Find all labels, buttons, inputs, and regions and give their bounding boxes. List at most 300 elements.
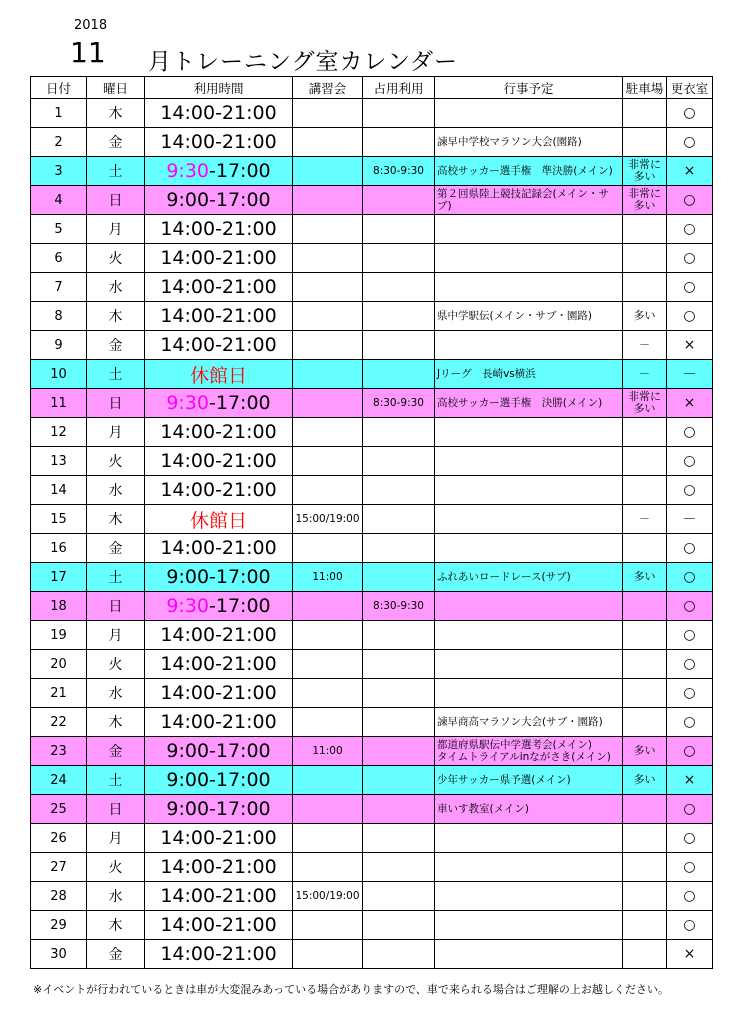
locker-cell: × <box>667 389 713 418</box>
parking-cell <box>623 650 667 679</box>
weekday-cell: 火 <box>87 853 145 882</box>
day-cell: 22 <box>31 708 87 737</box>
weekday-cell: 日 <box>87 186 145 215</box>
hours-text: 9:00-17:00 <box>166 566 271 588</box>
occupancy-cell <box>363 215 435 244</box>
lecture-cell <box>293 766 363 795</box>
table-row <box>31 650 713 679</box>
locker-cell: × <box>667 331 713 360</box>
table-row <box>31 389 713 418</box>
lecture-cell <box>293 679 363 708</box>
day-cell: 12 <box>31 418 87 447</box>
hours-cell <box>145 389 293 418</box>
locker-cell: ○ <box>667 418 713 447</box>
locker-cell: ○ <box>667 621 713 650</box>
weekday-cell: 月 <box>87 621 145 650</box>
table-row <box>31 360 713 389</box>
locker-cell: ○ <box>667 215 713 244</box>
locker-cell: ○ <box>667 128 713 157</box>
event-cell <box>435 650 623 679</box>
locker-cell: ○ <box>667 447 713 476</box>
event-cell <box>435 447 623 476</box>
weekday-cell: 金 <box>87 128 145 157</box>
lecture-cell <box>293 331 363 360</box>
event-cell: 車いす教室(メイン) <box>435 795 623 824</box>
occupancy-cell <box>363 244 435 273</box>
weekday-cell: 金 <box>87 331 145 360</box>
locker-cell: ○ <box>667 795 713 824</box>
table-row <box>31 621 713 650</box>
event-cell: 都道府県駅伝中学選考会(メイン) タイムトライアルinながさき(メイン) <box>435 737 623 766</box>
day-cell: 27 <box>31 853 87 882</box>
column-header-weekday: 曜日 <box>87 77 145 99</box>
hours-cell <box>145 795 293 824</box>
lecture-cell: 11:00 <box>293 737 363 766</box>
day-cell: 26 <box>31 824 87 853</box>
hours-text: 14:00-21:00 <box>160 711 277 733</box>
calendar-month: 11 <box>70 36 106 69</box>
hours-text: 14:00-21:00 <box>160 653 277 675</box>
table-row <box>31 505 713 534</box>
day-cell: 5 <box>31 215 87 244</box>
occupancy-cell: 8:30-9:30 <box>363 157 435 186</box>
locker-cell: ○ <box>667 650 713 679</box>
hours-text: 9:00-17:00 <box>166 189 271 211</box>
hours-text: 14:00-21:00 <box>160 537 277 559</box>
lecture-cell <box>293 824 363 853</box>
parking-cell: 多い <box>623 737 667 766</box>
event-cell: 県中学駅伝(メイン・サブ・園路) <box>435 302 623 331</box>
table-row <box>31 679 713 708</box>
table-row <box>31 99 713 128</box>
hours-start-time: 9:30 <box>166 595 210 617</box>
occupancy-cell <box>363 766 435 795</box>
event-cell <box>435 534 623 563</box>
event-cell: ふれあいロードレース(サブ) <box>435 563 623 592</box>
locker-cell: × <box>667 157 713 186</box>
occupancy-cell <box>363 824 435 853</box>
hours-cell <box>145 737 293 766</box>
hours-cell <box>145 592 293 621</box>
table-row <box>31 824 713 853</box>
hours-cell <box>145 534 293 563</box>
parking-cell <box>623 447 667 476</box>
hours-cell <box>145 766 293 795</box>
hours-cell <box>145 824 293 853</box>
table-row <box>31 447 713 476</box>
event-cell <box>435 476 623 505</box>
hours-cell <box>145 911 293 940</box>
weekday-cell: 水 <box>87 679 145 708</box>
table-row <box>31 273 713 302</box>
table-row <box>31 128 713 157</box>
day-cell: 6 <box>31 244 87 273</box>
table-row <box>31 766 713 795</box>
table-row <box>31 418 713 447</box>
day-cell: 8 <box>31 302 87 331</box>
parking-cell <box>623 911 667 940</box>
weekday-cell: 火 <box>87 447 145 476</box>
table-row <box>31 157 713 186</box>
table-row <box>31 737 713 766</box>
event-cell: Jリーグ 長崎vs横浜 <box>435 360 623 389</box>
locker-cell: ○ <box>667 476 713 505</box>
lecture-cell <box>293 157 363 186</box>
table-row <box>31 534 713 563</box>
locker-cell: － <box>667 505 713 534</box>
lecture-cell <box>293 186 363 215</box>
weekday-cell: 日 <box>87 389 145 418</box>
hours-cell <box>145 273 293 302</box>
hours-cell <box>145 447 293 476</box>
lecture-cell <box>293 795 363 824</box>
occupancy-cell <box>363 476 435 505</box>
locker-cell: ○ <box>667 592 713 621</box>
parking-cell <box>623 534 667 563</box>
locker-cell: ○ <box>667 679 713 708</box>
day-cell: 28 <box>31 882 87 911</box>
parking-cell: － <box>623 360 667 389</box>
hours-text: 14:00-21:00 <box>160 856 277 878</box>
parking-cell <box>623 882 667 911</box>
weekday-cell: 月 <box>87 824 145 853</box>
lecture-cell: 11:00 <box>293 563 363 592</box>
occupancy-cell <box>363 186 435 215</box>
lecture-cell <box>293 650 363 679</box>
calendar-table <box>30 76 713 969</box>
lecture-cell <box>293 940 363 969</box>
table-row <box>31 795 713 824</box>
locker-cell: ○ <box>667 824 713 853</box>
table-row <box>31 563 713 592</box>
weekday-cell: 土 <box>87 157 145 186</box>
hours-end-time: -17:00 <box>209 595 271 617</box>
weekday-cell: 土 <box>87 563 145 592</box>
locker-cell: ○ <box>667 534 713 563</box>
hours-cell <box>145 186 293 215</box>
day-cell: 2 <box>31 128 87 157</box>
hours-text: 14:00-21:00 <box>160 305 277 327</box>
occupancy-cell <box>363 679 435 708</box>
parking-cell <box>623 592 667 621</box>
hours-cell <box>145 708 293 737</box>
weekday-cell: 水 <box>87 273 145 302</box>
weekday-cell: 月 <box>87 215 145 244</box>
hours-cell <box>145 563 293 592</box>
lecture-cell <box>293 447 363 476</box>
hours-cell <box>145 476 293 505</box>
event-cell: 高校サッカー選手権 決勝(メイン) <box>435 389 623 418</box>
occupancy-cell <box>363 882 435 911</box>
weekday-cell: 金 <box>87 737 145 766</box>
event-cell <box>435 99 623 128</box>
weekday-cell: 火 <box>87 650 145 679</box>
parking-cell <box>623 708 667 737</box>
day-cell: 1 <box>31 99 87 128</box>
locker-cell: ○ <box>667 273 713 302</box>
parking-cell <box>623 621 667 650</box>
locker-cell: ○ <box>667 563 713 592</box>
hours-cell <box>145 882 293 911</box>
day-cell: 13 <box>31 447 87 476</box>
event-cell: 高校サッカー選手権 準決勝(メイン) <box>435 157 623 186</box>
event-cell <box>435 853 623 882</box>
locker-cell: ○ <box>667 882 713 911</box>
parking-cell: 非常に多い <box>623 186 667 215</box>
locker-cell: ○ <box>667 186 713 215</box>
parking-cell <box>623 853 667 882</box>
table-header-row <box>31 77 713 99</box>
event-cell <box>435 418 623 447</box>
day-cell: 29 <box>31 911 87 940</box>
parking-cell: 非常に多い <box>623 389 667 418</box>
weekday-cell: 木 <box>87 302 145 331</box>
occupancy-cell <box>363 447 435 476</box>
day-cell: 19 <box>31 621 87 650</box>
lecture-cell <box>293 215 363 244</box>
parking-cell <box>623 273 667 302</box>
closed-day-label: 休館日 <box>189 509 247 532</box>
hours-text: 14:00-21:00 <box>160 131 277 153</box>
lecture-cell <box>293 360 363 389</box>
table-row <box>31 940 713 969</box>
occupancy-cell <box>363 737 435 766</box>
weekday-cell: 日 <box>87 592 145 621</box>
weekday-cell: 木 <box>87 99 145 128</box>
hours-text: 14:00-21:00 <box>160 479 277 501</box>
parking-cell <box>623 824 667 853</box>
locker-cell: ○ <box>667 244 713 273</box>
day-cell: 30 <box>31 940 87 969</box>
day-cell: 17 <box>31 563 87 592</box>
day-cell: 10 <box>31 360 87 389</box>
weekday-cell: 土 <box>87 766 145 795</box>
weekday-cell: 月 <box>87 418 145 447</box>
occupancy-cell: 8:30-9:30 <box>363 592 435 621</box>
lecture-cell <box>293 128 363 157</box>
hours-text: 14:00-21:00 <box>160 247 277 269</box>
column-header-hours: 利用時間 <box>145 77 293 99</box>
hours-cell <box>145 360 293 389</box>
locker-cell: － <box>667 360 713 389</box>
weekday-cell: 木 <box>87 505 145 534</box>
occupancy-cell <box>363 621 435 650</box>
event-cell: 第２回県陸上競技記録会(メイン・サブ) <box>435 186 623 215</box>
occupancy-cell <box>363 331 435 360</box>
occupancy-cell <box>363 650 435 679</box>
parking-cell: － <box>623 505 667 534</box>
weekday-cell: 金 <box>87 534 145 563</box>
day-cell: 24 <box>31 766 87 795</box>
day-cell: 14 <box>31 476 87 505</box>
hours-text: 14:00-21:00 <box>160 943 277 965</box>
event-cell <box>435 244 623 273</box>
parking-cell: － <box>623 331 667 360</box>
hours-start-time: 9:30 <box>166 160 210 182</box>
parking-cell <box>623 795 667 824</box>
column-header-lecture: 講習会 <box>293 77 363 99</box>
day-cell: 18 <box>31 592 87 621</box>
occupancy-cell <box>363 128 435 157</box>
hours-cell <box>145 650 293 679</box>
table-row <box>31 302 713 331</box>
hours-end-time: -17:00 <box>209 160 271 182</box>
event-cell <box>435 824 623 853</box>
parking-cell <box>623 215 667 244</box>
day-cell: 3 <box>31 157 87 186</box>
occupancy-cell <box>363 563 435 592</box>
event-cell <box>435 331 623 360</box>
lecture-cell <box>293 708 363 737</box>
hours-cell <box>145 418 293 447</box>
event-cell: 少年サッカー県予選(メイン) <box>435 766 623 795</box>
lecture-cell <box>293 244 363 273</box>
locker-cell: × <box>667 940 713 969</box>
table-row <box>31 331 713 360</box>
lecture-cell <box>293 418 363 447</box>
weekday-cell: 木 <box>87 708 145 737</box>
event-cell <box>435 882 623 911</box>
day-cell: 25 <box>31 795 87 824</box>
lecture-cell <box>293 389 363 418</box>
parking-cell: 多い <box>623 302 667 331</box>
event-cell <box>435 679 623 708</box>
event-cell: 諫早中学校マラソン大会(園路) <box>435 128 623 157</box>
column-header-locker: 更衣室 <box>667 77 713 99</box>
table-row <box>31 476 713 505</box>
parking-cell: 多い <box>623 563 667 592</box>
lecture-cell <box>293 911 363 940</box>
locker-cell: ○ <box>667 708 713 737</box>
hours-cell <box>145 128 293 157</box>
lecture-cell <box>293 99 363 128</box>
occupancy-cell <box>363 940 435 969</box>
lecture-cell: 15:00/19:00 <box>293 882 363 911</box>
weekday-cell: 木 <box>87 911 145 940</box>
calendar-body <box>31 99 713 969</box>
table-row <box>31 244 713 273</box>
occupancy-cell <box>363 273 435 302</box>
hours-text: 14:00-21:00 <box>160 827 277 849</box>
parking-cell <box>623 476 667 505</box>
hours-text: 14:00-21:00 <box>160 102 277 124</box>
hours-cell <box>145 331 293 360</box>
event-cell <box>435 911 623 940</box>
weekday-cell: 金 <box>87 940 145 969</box>
lecture-cell <box>293 853 363 882</box>
parking-cell <box>623 244 667 273</box>
closed-day-label: 休館日 <box>189 364 247 387</box>
occupancy-cell: 8:30-9:30 <box>363 389 435 418</box>
table-row <box>31 853 713 882</box>
occupancy-cell <box>363 302 435 331</box>
weekday-cell: 土 <box>87 360 145 389</box>
hours-text: 9:00-17:00 <box>166 740 271 762</box>
day-cell: 4 <box>31 186 87 215</box>
column-header-occupancy: 占用利用 <box>363 77 435 99</box>
event-cell <box>435 592 623 621</box>
hours-text: 14:00-21:00 <box>160 624 277 646</box>
day-cell: 9 <box>31 331 87 360</box>
occupancy-cell <box>363 911 435 940</box>
occupancy-cell <box>363 795 435 824</box>
weekday-cell: 日 <box>87 795 145 824</box>
occupancy-cell <box>363 99 435 128</box>
hours-cell <box>145 302 293 331</box>
locker-cell: ○ <box>667 302 713 331</box>
occupancy-cell <box>363 534 435 563</box>
day-cell: 23 <box>31 737 87 766</box>
parking-cell <box>623 418 667 447</box>
locker-cell: ○ <box>667 737 713 766</box>
parking-cell <box>623 940 667 969</box>
footnote: ※イベントが行われているときは車が大変混みあっている場合がありますので、車で来られる場合はご理解の上お越しください。 <box>33 983 669 996</box>
day-cell: 7 <box>31 273 87 302</box>
weekday-cell: 水 <box>87 882 145 911</box>
lecture-cell <box>293 534 363 563</box>
hours-text: 14:00-21:00 <box>160 421 277 443</box>
parking-cell <box>623 99 667 128</box>
hours-cell <box>145 853 293 882</box>
lecture-cell <box>293 302 363 331</box>
page-title: 月トレーニング室カレンダー <box>148 49 459 75</box>
hours-cell <box>145 505 293 534</box>
occupancy-cell <box>363 418 435 447</box>
parking-cell <box>623 128 667 157</box>
column-header-events: 行事予定 <box>435 77 623 99</box>
locker-cell: × <box>667 766 713 795</box>
occupancy-cell <box>363 360 435 389</box>
event-cell <box>435 215 623 244</box>
day-cell: 15 <box>31 505 87 534</box>
hours-text: 9:00-17:00 <box>166 798 271 820</box>
hours-cell <box>145 679 293 708</box>
locker-cell: ○ <box>667 99 713 128</box>
weekday-cell: 水 <box>87 476 145 505</box>
lecture-cell: 15:00/19:00 <box>293 505 363 534</box>
day-cell: 20 <box>31 650 87 679</box>
lecture-cell <box>293 476 363 505</box>
occupancy-cell <box>363 853 435 882</box>
day-cell: 21 <box>31 679 87 708</box>
table-row <box>31 186 713 215</box>
occupancy-cell <box>363 708 435 737</box>
day-cell: 16 <box>31 534 87 563</box>
table-row <box>31 911 713 940</box>
hours-cell <box>145 215 293 244</box>
hours-text: 14:00-21:00 <box>160 218 277 240</box>
locker-cell: ○ <box>667 853 713 882</box>
hours-text: 14:00-21:00 <box>160 334 277 356</box>
lecture-cell <box>293 273 363 302</box>
hours-text: 14:00-21:00 <box>160 914 277 936</box>
parking-cell: 多い <box>623 766 667 795</box>
table-row <box>31 882 713 911</box>
hours-cell <box>145 244 293 273</box>
day-cell: 11 <box>31 389 87 418</box>
hours-cell <box>145 157 293 186</box>
table-row <box>31 708 713 737</box>
column-header-parking: 駐車場 <box>623 77 667 99</box>
hours-text: 9:00-17:00 <box>166 769 271 791</box>
event-cell <box>435 505 623 534</box>
table-row <box>31 215 713 244</box>
locker-cell: ○ <box>667 911 713 940</box>
event-cell <box>435 621 623 650</box>
lecture-cell <box>293 621 363 650</box>
hours-cell <box>145 940 293 969</box>
hours-text: 14:00-21:00 <box>160 450 277 472</box>
